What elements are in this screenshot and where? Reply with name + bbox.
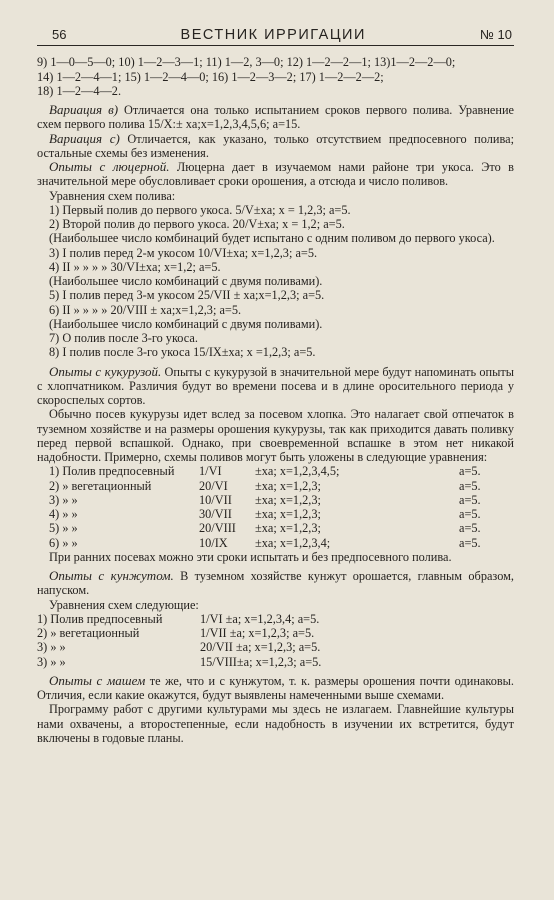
corn-text: Опыты с кукурузой в значительной мере будут напоминать опыты с хлопчатником. Различия будут во времени посева и в длине оросительного периода у скороспелых сортов. xyxy=(37,364,514,407)
sesame-row: 3) » » 15/VIII±a; x=1,2,3; a=5. xyxy=(37,654,322,669)
mash-text: те же, что и с кунжутом, т. к. размеры орошения почти одинаковы. Отличия, если какие окажутся, будут выявлены намеченными выше схемами. xyxy=(37,673,514,702)
sesame-eq-title: Уравнения схем следующие: xyxy=(49,597,199,612)
lucerne-eq-title: Уравнения схем полива: xyxy=(49,188,176,203)
lucerne-line: 6) II » » » » 20/VIII ± xa;x=1,2,3; a=5. xyxy=(49,302,242,317)
sesame-paragraph xyxy=(37,569,514,598)
intro-line: 14) 1—2—4—1; 15) 1—2—4—0; 16) 1—2—3—2; 17) 1—2—2—2; xyxy=(37,69,384,84)
journal-title: ВЕСТНИК ИРРИГАЦИИ xyxy=(180,27,366,43)
corn-paragraph xyxy=(37,365,514,408)
lucerne-text: Люцерна дает в изучаемом нами районе три укоса. Это в значительной мере обусловливает сроки орошения, а отсюда и число поливов. xyxy=(37,160,514,189)
variant-b-text: Отличается она только испытанием сроков первого полива. Уравнение схем первого полива 15/X:± xa;x=1,2,3,4,5,6; a=15. xyxy=(37,103,514,132)
lucerne-line: 7) О полив после 3-го укоса. xyxy=(49,331,198,345)
corn-paragraph-2: Обычно посев кукурузы идет вслед за посевом хлопка. Это налагает свой отпечаток в туземном хозяйстве и на размеры орошения кукурузы, так как приходится давать поливку перед первой вспашкой. Однако, при своевременной вспашке в этом нет никакой надобности. Примерно, схемы поливов могут быть уложены в следующие уравнения: xyxy=(37,407,514,464)
corn-row: 6) » » 10/IX ±xa; x=1,2,3,4; a=5. xyxy=(49,535,481,550)
lucerne-note: (Наибольшее число комбинаций с двумя поливами). xyxy=(49,316,323,331)
sesame-row: 2) » вегетационный 1/VII ±a; x=1,2,3; a=5. xyxy=(37,626,315,640)
lucerne-note: (Наибольшее число комбинаций с двумя поливами). xyxy=(49,274,323,288)
closing-paragraph: Программу работ с другими культурами мы здесь не излагаем. Главнейшие культуры нами охвачены, а второстепенные, если надобность в изучении их встретится, будут включены в годовые планы. xyxy=(37,702,514,745)
corn-row: 5) » » 20/VIII ±xa; x=1,2,3; a=5. xyxy=(49,521,481,536)
variant-c-label: Вариация с) xyxy=(49,130,120,146)
lucerne-line: 4) II » » » » 30/VI±xa; x=1,2; a=5. xyxy=(49,259,221,274)
intro-line: 9) 1—0—5—0; 10) 1—2—3—1; 11) 1—2, 3—0; 12) 1—2—2—1; 13)1—2—2—0; xyxy=(37,55,456,70)
article-body xyxy=(37,55,514,745)
page-header xyxy=(37,28,514,46)
mash-paragraph xyxy=(37,674,514,703)
lucerne-line: 2) Второй полив до первого укоса. 20/V±xa; x = 1,2; a=5. xyxy=(49,217,345,231)
sesame-heading: Опыты с кунжутом. xyxy=(49,568,174,583)
lucerne-paragraph xyxy=(37,160,514,189)
lucerne-line: 8) I полив после 3-го укоса 15/IX±xa; x =1,2,3; a=5. xyxy=(49,345,316,360)
corn-equation-table xyxy=(37,464,514,550)
sesame-row: 3) » » 20/VII ±a; x=1,2,3; a=5. xyxy=(37,640,321,655)
corn-row: 2) » вегетационный 20/VI ±xa; x=1,2,3; a=5. xyxy=(49,478,481,493)
corn-note: При ранних посевах можно эти сроки испытать и без предпосевного полива. xyxy=(49,549,452,564)
corn-row: 3) » » 10/VII ±xa; x=1,2,3; a=5. xyxy=(49,492,481,507)
lucerne-line: 5) I полив перед 3-м укосом 25/VII ± xa;x=1,2,3; a=5. xyxy=(49,288,325,303)
issue-number: № 10 xyxy=(479,27,512,42)
variant-b-paragraph xyxy=(37,103,514,132)
variant-b-label: Вариация в) xyxy=(49,102,119,117)
lucerne-heading: Опыты с люцерной. xyxy=(49,159,170,174)
corn-row: 1) Полив предпосевный 1/VI ±xa; x=1,2,3,4,5; a=5. xyxy=(49,464,481,479)
corn-row: 4) » » 30/VII ±xa; x=1,2,3; a=5. xyxy=(49,507,481,521)
lucerne-line: 1) Первый полив до первого укоса. 5/V±xa; x = 1,2,3; a=5. xyxy=(49,202,351,217)
page-number: 56 xyxy=(52,27,67,42)
variant-c-paragraph xyxy=(37,132,514,161)
sesame-text: В туземном хозяйстве кунжут орошается, главным образом, напуском. xyxy=(37,569,514,598)
lucerne-line: 3) I полив перед 2-м укосом 10/VI±xa; x=1,2,3; a=5. xyxy=(49,245,318,260)
corn-heading: Опыты с кукурузой. xyxy=(49,363,162,379)
intro-line: 18) 1—2—4—2. xyxy=(37,83,122,98)
sesame-row: 1) Полив предпосевный 1/VI ±a; x=1,2,3,4; a=5. xyxy=(37,611,320,626)
lucerne-note: (Наибольшее число комбинаций будет испытано с одним поливом до первого укоса). xyxy=(49,231,495,246)
variant-c-text: Отличается, как указано, только отсутствием предпосевного полива; остальные схемы без изменения. xyxy=(37,131,514,160)
mash-heading: Опыты с машем xyxy=(49,672,146,688)
sesame-equation-table xyxy=(37,612,514,669)
